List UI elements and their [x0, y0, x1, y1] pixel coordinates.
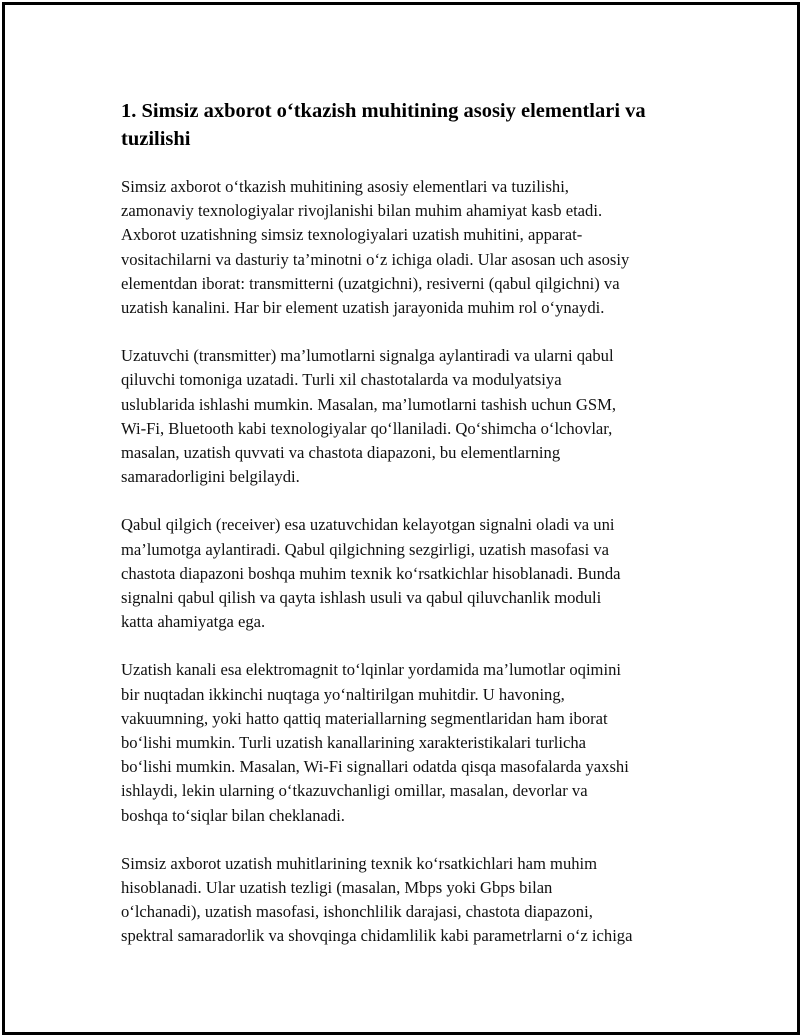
paragraph-5 — [121, 852, 693, 949]
text-line: Qabul qilgich (receiver) esa uzatuvchidan kelayotgan signalni oladi va uni — [121, 515, 615, 535]
text-line: o‘lchanadi), uzatish masofasi, ishonchlilik darajasi, chastota diapazoni, — [121, 902, 593, 922]
text-line: Wi-Fi, Bluetooth kabi texnologiyalar qo‘llaniladi. Qo‘shimcha o‘lchovlar, — [121, 418, 613, 438]
text-line: Uzatuvchi (transmitter) ma’lumotlarni signalga aylantiradi va ularni qabul — [121, 346, 614, 366]
section-heading-line: 1. Simsiz axborot o‘tkazish muhitining asosiy elementlari va — [121, 100, 646, 122]
text-line: qiluvchi tomoniga uzatadi. Turli xil chastotalarda va modulyatsiya — [121, 370, 562, 390]
text-line: Axborot uzatishning simsiz texnologiyalari uzatish muhitini, apparat- — [121, 225, 583, 245]
text-line: samaradorligini belgilaydi. — [121, 467, 300, 487]
section-heading — [121, 97, 693, 153]
text-line: katta ahamiyatga ega. — [121, 612, 266, 632]
text-line: Uzatish kanali esa elektromagnit to‘lqinlar yordamida ma’lumotlar oqimini — [121, 660, 621, 680]
paragraph-1 — [121, 175, 693, 320]
text-line: bo‘lishi mumkin. Masalan, Wi-Fi signallari odatda qisqa masofalarda yaxshi — [121, 757, 629, 777]
paragraph-4 — [121, 658, 693, 827]
text-line: chastota diapazoni boshqa muhim texnik ko‘rsatkichlar hisoblanadi. Bunda — [121, 563, 621, 583]
text-line: bo‘lishi mumkin. Turli uzatish kanallarining xarakteristikalari turlicha — [121, 733, 586, 753]
text-line: elementdan iborat: transmitterni (uzatgichni), resiverni (qabul qilgichni) va — [121, 273, 620, 293]
text-line: boshqa to‘siqlar bilan cheklanadi. — [121, 805, 345, 825]
paragraph-3 — [121, 513, 693, 634]
document-body — [121, 97, 693, 973]
text-line: Simsiz axborot o‘tkazish muhitining asosiy elementlari va tuzilishi, — [121, 177, 569, 196]
page-frame — [2, 2, 800, 1035]
text-line: vakuumning, yoki hatto qattiq materiallarning segmentlaridan ham iborat — [121, 708, 608, 728]
text-line: spektral samaradorlik va shovqinga chidamlilik kabi parametrlarni o‘z ichiga — [121, 926, 633, 946]
text-line: zamonaviy texnologiyalar rivojlanishi bilan muhim ahamiyat kasb etadi. — [121, 201, 603, 221]
text-line: vositachilarni va dasturiy ta’minotni o‘z ichiga oladi. Ular asosan uch asosiy — [121, 249, 630, 269]
text-line: ma’lumotga aylantiradi. Qabul qilgichning sezgirligi, uzatish masofasi va — [121, 539, 610, 559]
text-line: hisoblanadi. Ular uzatish tezligi (masalan, Mbps yoki Gbps bilan — [121, 878, 553, 898]
text-line: signalni qabul qilish va qayta ishlash usuli va qabul qiluvchanlik moduli — [121, 588, 602, 608]
text-line: uzatish kanalini. Har bir element uzatish jarayonida muhim rol o‘ynaydi. — [121, 298, 605, 318]
paragraph-2 — [121, 344, 693, 489]
text-line: Simsiz axborot uzatish muhitlarining texnik ko‘rsatkichlari ham muhim — [121, 853, 598, 873]
text-line: ishlaydi, lekin ularning o‘tkazuvchanligi omillar, masalan, devorlar va — [121, 781, 588, 801]
section-heading-line: tuzilishi — [121, 128, 191, 150]
text-line: bir nuqtadan ikkinchi nuqtaga yo‘naltirilgan muhitdir. U havoning, — [121, 684, 565, 704]
text-line: masalan, uzatish quvvati va chastota diapazoni, bu elementlarning — [121, 443, 561, 463]
text-line: uslublarida ishlashi mumkin. Masalan, ma’lumotlarni tashish uchun GSM, — [121, 394, 616, 414]
